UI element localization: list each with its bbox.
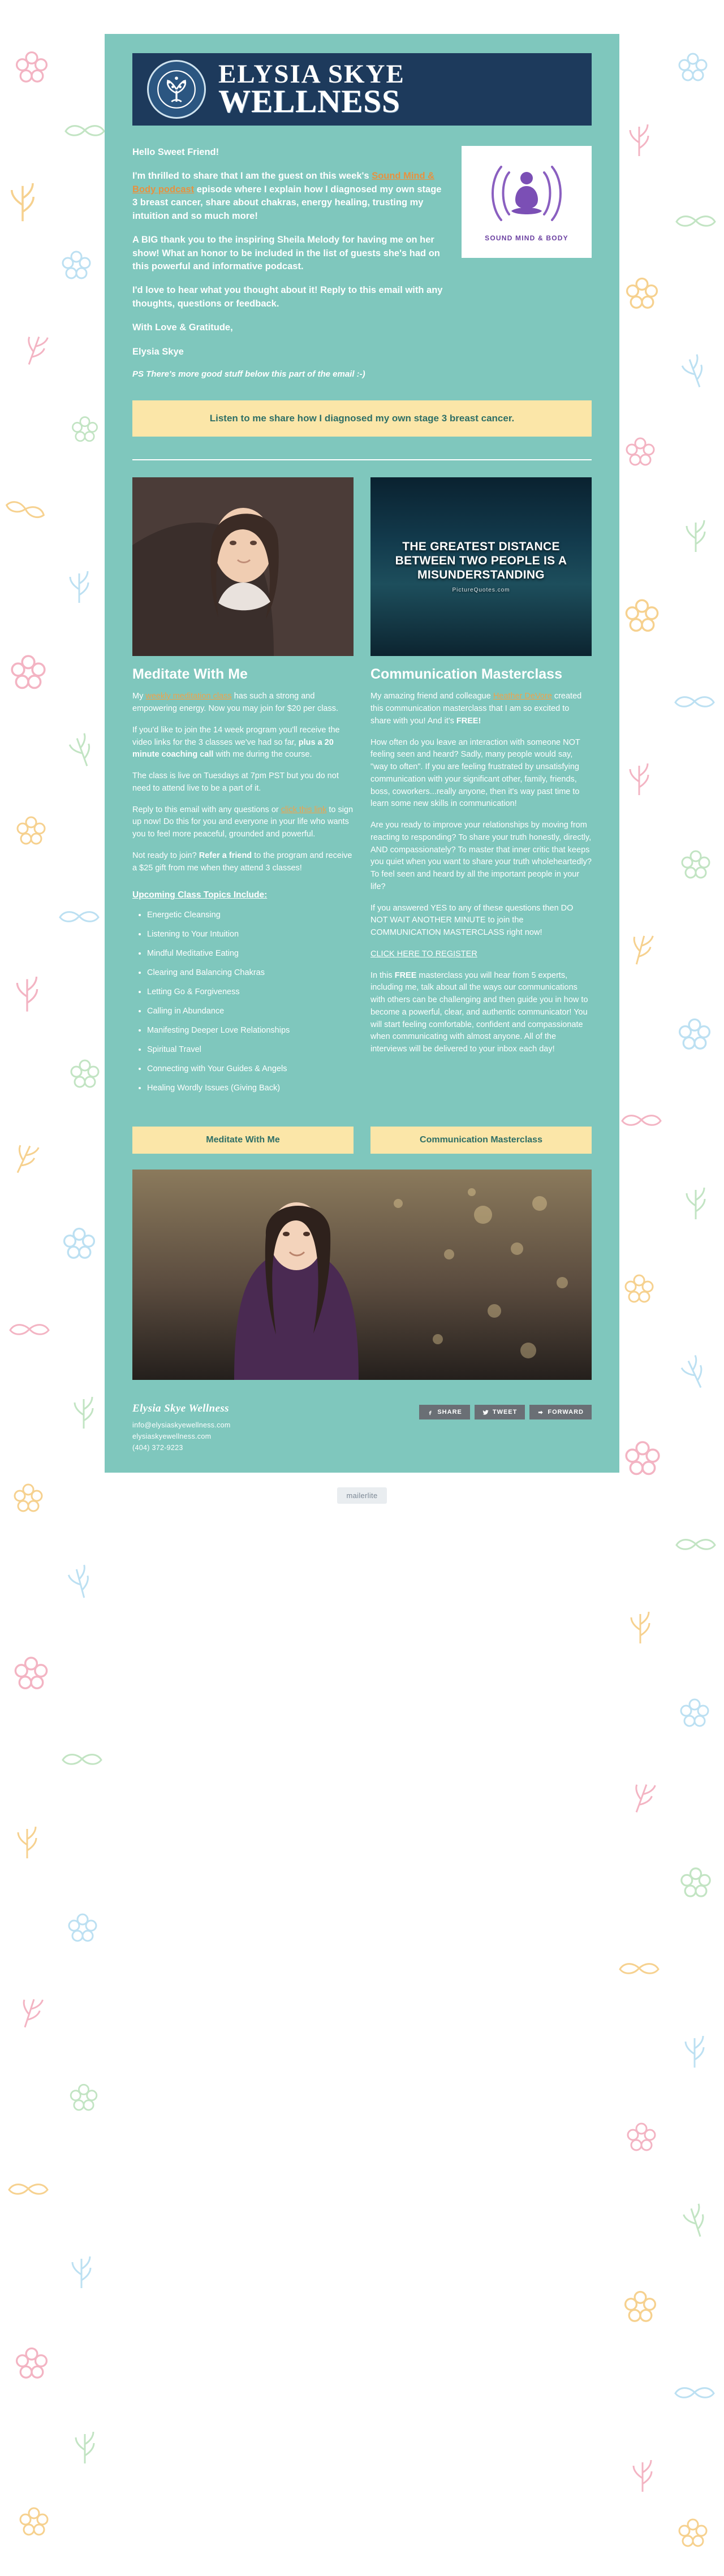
list-item: • Healing Wordly Issues (Giving Back) [147,1082,354,1094]
weekly-meditation-class-link[interactable]: weekly meditation class [145,692,232,701]
c1p1-pre: My [132,692,146,701]
c1p4-post: to sign up now! Do this for you and everyone in your life who wants you to feel more peaceful, grounded and powerful. [132,805,354,839]
c2p5-bold: FREE [394,970,417,980]
c2p5-pre: In this [370,970,395,980]
list-item: • Spiritual Travel [147,1044,354,1056]
facebook-icon [427,1409,433,1416]
email-header-logo [132,53,592,126]
brand-wordmark [218,59,405,120]
meditation-figure-icon [484,162,569,229]
c1p2-bold: plus a 20 minute coaching call [132,737,334,760]
share-twitter-label: TWEET [492,1409,518,1416]
greeting: Hello Sweet Friend! [132,147,219,157]
column-1-paragraph-4 [132,804,354,841]
communication-masterclass-button[interactable]: Communication Masterclass [370,1127,592,1154]
intro-p1-part2: episode where I explain how I diagnosed my own stage 3 breast cancer, share about chakras, energy healing, trusting my intuition and so much more! [132,184,442,221]
cta-button-row [132,1127,592,1154]
footer-contact-block [132,1403,231,1453]
c1p5-bold: Refer a friend [199,851,252,860]
footer-website[interactable]: elysiaskyewellness.com [132,1432,212,1441]
quote-text: THE GREATEST DISTANCE BETWEEN TWO PEOPLE IS A MISUNDERSTANDING [395,540,567,581]
column-1-paragraph-3: The class is live on Tuesdays at 7pm PST but you do not need to attend live to be a part of it. [132,771,339,793]
c1p4-pre: Reply to this email with any questions or [132,805,281,814]
intro-paragraph-3: I'd love to hear what you thought about it! Reply to this email with any thoughts, questions or feedback. [132,285,443,309]
podcast-art-column [462,146,592,382]
intro-section [132,126,592,388]
list-item: • Energetic Cleansing [147,909,354,921]
share-button-row [419,1405,592,1419]
intro-p1-part1: I'm thrilled to share that I am the guest on this week's [132,171,372,182]
meditate-with-me-button[interactable]: Meditate With Me [132,1127,354,1154]
list-item: • Connecting with Your Guides & Angels [147,1063,354,1075]
email-body [105,34,619,1473]
c1p2-post: with me during the course. [213,750,312,760]
list-item: • Mindful Meditative Eating [147,948,354,960]
column-2-title: Communication Masterclass [370,666,562,682]
podcast-cover-art [462,146,592,258]
c1p1-post: has such a strong and empowering energy. Now you may join for $20 per class. [132,692,339,714]
column-2-paragraph-2: How often do you leave an interaction with someone NOT feeling seen and heard? Sadly, many people would say, "way to often". If you are feeling frustrated by unsatisfying communication with your significant other, family, friends, boss, coworkers...really anyone, then it's way past time to learn some new skills in communication! [370,737,580,809]
section-divider [132,459,592,460]
column-meditate-with-me [132,477,354,1102]
share-facebook-label: SHARE [437,1409,462,1416]
two-column-section [132,477,592,1102]
heather-devore-link[interactable]: Heather DeVore [493,692,552,701]
signature: Elysia Skye [132,346,184,357]
email-footer [132,1403,592,1473]
c2p1-pre: My amazing friend and colleague [370,692,493,701]
list-item: • Calling in Abundance [147,1006,354,1017]
column-2-register-link-wrap [370,948,592,961]
brand-line-1: ELYSIA SKYE [218,59,405,89]
footer-phone: (404) 372-9223 [132,1444,183,1452]
list-item: • Clearing and Balancing Chakras [147,967,354,979]
column-2-paragraph-5 [370,970,592,1056]
column-1-paragraph-5 [132,850,354,875]
column-2-paragraph-3: Are you ready to improve your relationships by moving from reacting to responding? To share your truth honestly, directly, AND compassionately? To master that inner critic that keeps you quiet when you want to share your truth wholeheartedly? To feel seen and heard by all the important people in your life? [370,821,592,891]
click-here-to-register-link[interactable]: CLICK HERE TO REGISTER [370,949,477,959]
c2p5-post: masterclass you will hear from 5 experts, including me, talk about all the ways our communications with others can be challenging and then guide you in how to become a powerful, clear, and authentic communicator! You will start feeling comfortable, confident and compassionate when communicating with almost anyone. All of the interviews will be delivered to your inbox each day! [370,970,588,1054]
mailerlite-badge[interactable]: mailerlite [337,1487,386,1504]
mailerlite-footer [105,1473,619,1526]
portrait-photo [132,477,354,656]
intro-text-column [132,146,449,382]
quote-credit: PictureQuotes.com [452,586,510,593]
footer-email[interactable]: info@elysiaskyewellness.com [132,1421,231,1430]
share-forward-label: FORWARD [548,1409,584,1416]
share-facebook-button[interactable] [419,1405,470,1419]
tree-of-life-icon [147,60,206,119]
quote-image [370,477,592,656]
signup-link[interactable]: click this link [281,805,327,814]
intro-paragraph-2: A BIG thank you to the inspiring Sheila Melody for having me on her show! What an honor to be included in the list of guests she's had on this powerful and informative podcast. [132,235,440,271]
c2p1-post: created this communication masterclass that I am so excited to share with you! And it's [370,692,582,726]
list-item: • Letting Go & Forgiveness [147,986,354,998]
upcoming-topics-title: Upcoming Class Topics Include: [132,890,268,900]
forward-icon [537,1409,544,1416]
list-item: • Manifesting Deeper Love Relationships [147,1025,354,1037]
upcoming-topics-list [132,909,354,1094]
footer-brand-name: Elysia Skye Wellness [132,1403,229,1415]
intro-paragraph-1 [132,170,449,223]
column-2-paragraph-1 [370,691,592,727]
brand-line-2: WELLNESS [218,84,400,120]
share-forward-button[interactable] [529,1405,592,1419]
podcast-link[interactable]: Sound Mind & Body podcast [132,171,435,195]
listen-cta-banner[interactable]: Listen to me share how I diagnosed my own stage 3 breast cancer. [132,400,592,437]
podcast-art-label: SOUND MIND & BODY [485,234,568,242]
column-communication-masterclass [370,477,592,1102]
c1p5-post: to the program and receive a $25 gift from me when they attend 3 classes! [132,851,352,873]
c1p2-pre: If you'd like to join the 14 week program you'll receive the video links for the 3 classes we've had so far, [132,725,340,747]
ps-line: PS There's more good stuff below this part of the email :-) [132,369,365,379]
column-1-title: Meditate With Me [132,666,248,682]
c2p1-bold: FREE! [456,716,481,726]
column-1-paragraph-1 [132,691,354,715]
closing-line: With Love & Gratitude, [132,322,233,333]
c1p5-pre: Not ready to join? [132,851,199,860]
share-twitter-button[interactable] [475,1405,525,1419]
twitter-icon [482,1409,489,1416]
column-1-paragraph-2 [132,724,354,761]
list-item: • Listening to Your Intuition [147,929,354,940]
column-2-paragraph-4: If you answered YES to any of these questions then DO NOT WAIT ANOTHER MINUTE to join the COMMUNICATION MASTERCLASS right now! [370,903,574,938]
author-portrait-photo [132,1170,592,1380]
